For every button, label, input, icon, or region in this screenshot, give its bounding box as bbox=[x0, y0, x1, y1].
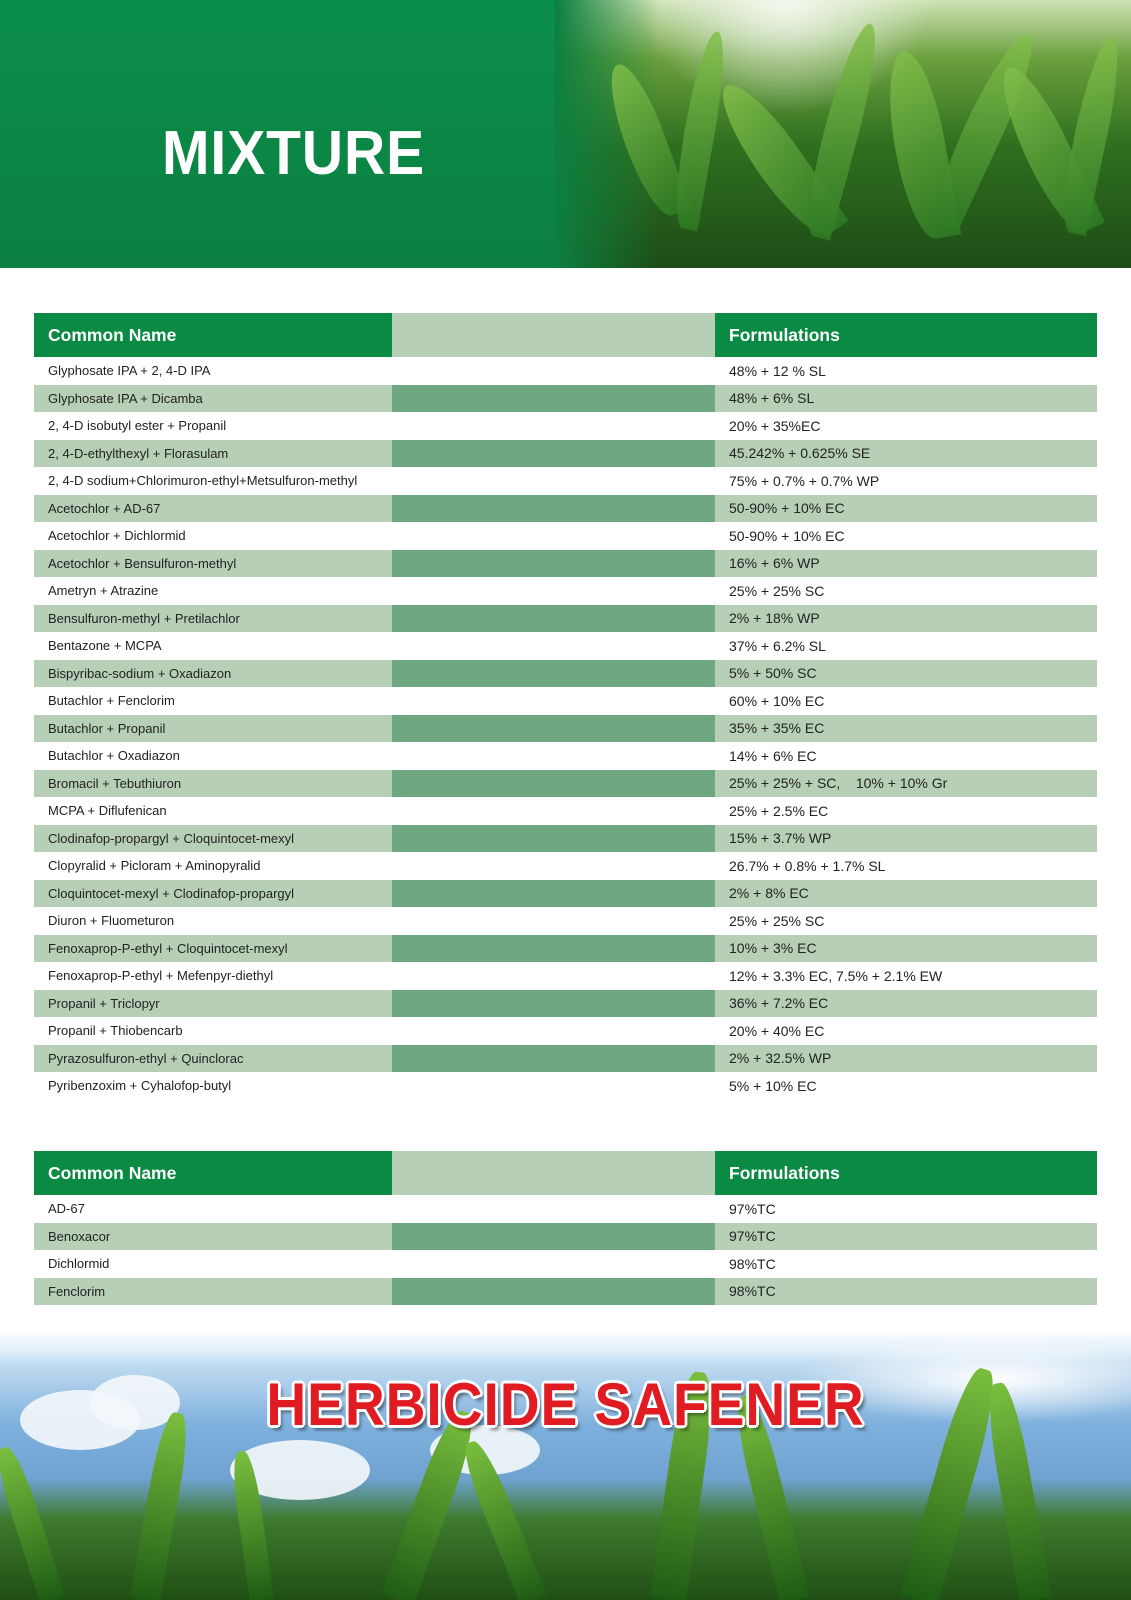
common-name-cell: Glyphosate IPA + 2, 4-D IPA bbox=[48, 363, 211, 379]
spacer-cell bbox=[392, 412, 715, 440]
safener-table bbox=[34, 1151, 1097, 1305]
common-name-cell: Fenclorim bbox=[34, 1278, 392, 1306]
table-row bbox=[34, 770, 1097, 798]
formulation-cell: 25% + 2.5% EC bbox=[729, 802, 829, 819]
common-name-cell: Bentazone + MCPA bbox=[48, 638, 162, 654]
common-name-cell: Fenoxaprop-P-ethyl + Cloquintocet-mexyl bbox=[34, 935, 392, 963]
table-row bbox=[34, 797, 1097, 825]
spacer-cell bbox=[392, 1278, 715, 1306]
spacer-cell bbox=[392, 605, 715, 633]
table-row bbox=[34, 467, 1097, 495]
header-formulations: Formulations bbox=[715, 1151, 1097, 1195]
header-spacer bbox=[392, 313, 715, 357]
formulation-cell: 45.242% + 0.625% SE bbox=[715, 440, 1097, 468]
table-row bbox=[34, 852, 1097, 880]
table-row bbox=[34, 1278, 1097, 1306]
formulation-cell: 98%TC bbox=[729, 1255, 776, 1272]
formulation-cell: 98%TC bbox=[715, 1278, 1097, 1306]
header-banner bbox=[0, 0, 1131, 268]
common-name-cell: Glyphosate IPA + Dicamba bbox=[34, 385, 392, 413]
formulation-cell: 25% + 25% SC bbox=[729, 912, 825, 929]
formulation-cell: 12% + 3.3% EC, 7.5% + 2.1% EW bbox=[729, 967, 943, 984]
table-row bbox=[34, 825, 1097, 853]
formulation-cell: 26.7% + 0.8% + 1.7% SL bbox=[729, 857, 886, 874]
formulation-cell: 16% + 6% WP bbox=[715, 550, 1097, 578]
table-header bbox=[34, 313, 1097, 357]
table-row bbox=[34, 715, 1097, 743]
spacer-cell bbox=[392, 852, 715, 880]
spacer-cell bbox=[392, 577, 715, 605]
formulation-cell: 2% + 8% EC bbox=[715, 880, 1097, 908]
table-row bbox=[34, 1195, 1097, 1223]
spacer-cell bbox=[392, 715, 715, 743]
header-spacer bbox=[392, 1151, 715, 1195]
table-row bbox=[34, 1045, 1097, 1073]
table-row bbox=[34, 632, 1097, 660]
common-name-cell: Dichlormid bbox=[48, 1256, 110, 1272]
common-name-cell: Benoxacor bbox=[34, 1223, 392, 1251]
header-formulations: Formulations bbox=[715, 313, 1097, 357]
table-row bbox=[34, 1017, 1097, 1045]
spacer-cell bbox=[392, 357, 715, 385]
mixture-table bbox=[34, 313, 1097, 1100]
spacer-cell bbox=[392, 990, 715, 1018]
table-row bbox=[34, 605, 1097, 633]
table-row bbox=[34, 440, 1097, 468]
common-name-cell: Butachlor + Propanil bbox=[34, 715, 392, 743]
table-row bbox=[34, 412, 1097, 440]
formulation-cell: 36% + 7.2% EC bbox=[715, 990, 1097, 1018]
table-row bbox=[34, 742, 1097, 770]
footer-banner bbox=[0, 1330, 1131, 1600]
formulation-cell: 75% + 0.7% + 0.7% WP bbox=[729, 472, 880, 489]
formulation-cell: 60% + 10% EC bbox=[729, 692, 825, 709]
spacer-cell bbox=[392, 1250, 715, 1278]
common-name-cell: Clopyralid + Picloram + Aminopyralid bbox=[48, 858, 261, 874]
formulation-cell: 35% + 35% EC bbox=[715, 715, 1097, 743]
table-row bbox=[34, 880, 1097, 908]
common-name-cell: 2, 4-D-ethylthexyl + Florasulam bbox=[34, 440, 392, 468]
spacer-cell bbox=[392, 440, 715, 468]
table-row bbox=[34, 1223, 1097, 1251]
spacer-cell bbox=[392, 1223, 715, 1251]
spacer-cell bbox=[392, 825, 715, 853]
common-name-cell: Fenoxaprop-P-ethyl + Mefenpyr-diethyl bbox=[48, 968, 274, 984]
common-name-cell: 2, 4-D sodium+Chlorimuron-ethyl+Metsulfuron-methyl bbox=[48, 473, 358, 489]
spacer-cell bbox=[392, 770, 715, 798]
formulation-cell: 37% + 6.2% SL bbox=[729, 637, 826, 654]
formulation-cell: 20% + 40% EC bbox=[729, 1022, 825, 1039]
common-name-cell: Pyribenzoxim + Cyhalofop-butyl bbox=[48, 1078, 232, 1094]
spacer-cell bbox=[392, 1017, 715, 1045]
table-row bbox=[34, 660, 1097, 688]
table-row bbox=[34, 962, 1097, 990]
table-row bbox=[34, 550, 1097, 578]
common-name-cell: Ametryn + Atrazine bbox=[48, 583, 159, 599]
formulation-cell: 5% + 50% SC bbox=[715, 660, 1097, 688]
common-name-cell: Bispyribac-sodium + Oxadiazon bbox=[34, 660, 392, 688]
common-name-cell: Acetochlor + Bensulfuron-methyl bbox=[34, 550, 392, 578]
common-name-cell: Bensulfuron-methyl + Pretilachlor bbox=[34, 605, 392, 633]
formulation-cell: 25% + 25% + SC, 10% + 10% Gr bbox=[715, 770, 1097, 798]
table-row bbox=[34, 687, 1097, 715]
common-name-cell: MCPA + Diflufenican bbox=[48, 803, 167, 819]
formulation-cell: 5% + 10% EC bbox=[729, 1077, 817, 1094]
formulation-cell: 50-90% + 10% EC bbox=[715, 495, 1097, 523]
spacer-cell bbox=[392, 742, 715, 770]
spacer-cell bbox=[392, 907, 715, 935]
table-row bbox=[34, 907, 1097, 935]
common-name-cell: Butachlor + Fenclorim bbox=[48, 693, 175, 709]
formulation-cell: 14% + 6% EC bbox=[729, 747, 817, 764]
spacer-cell bbox=[392, 660, 715, 688]
footer-title: HERBICIDE SAFENER bbox=[266, 1371, 865, 1438]
table-body bbox=[34, 357, 1097, 1100]
table-row bbox=[34, 935, 1097, 963]
formulation-cell: 2% + 18% WP bbox=[715, 605, 1097, 633]
formulation-cell: 97%TC bbox=[715, 1223, 1097, 1251]
common-name-cell: Diuron + Fluometuron bbox=[48, 913, 175, 929]
page-title: MIXTURE bbox=[162, 119, 426, 188]
common-name-cell: Acetochlor + Dichlormid bbox=[48, 528, 186, 544]
cornfield-photo bbox=[555, 0, 1131, 268]
spacer-cell bbox=[392, 1072, 715, 1100]
formulation-cell: 97%TC bbox=[729, 1200, 776, 1217]
spacer-cell bbox=[392, 1045, 715, 1073]
formulation-cell: 48% + 12 % SL bbox=[729, 362, 826, 379]
table-row bbox=[34, 522, 1097, 550]
common-name-cell: Propanil + Thiobencarb bbox=[48, 1023, 183, 1039]
spacer-cell bbox=[392, 962, 715, 990]
formulation-cell: 2% + 32.5% WP bbox=[715, 1045, 1097, 1073]
spacer-cell bbox=[392, 687, 715, 715]
common-name-cell: 2, 4-D isobutyl ester + Propanil bbox=[48, 418, 227, 434]
spacer-cell bbox=[392, 522, 715, 550]
table-row bbox=[34, 1250, 1097, 1278]
table-row bbox=[34, 1072, 1097, 1100]
common-name-cell: AD-67 bbox=[48, 1201, 85, 1217]
table-row bbox=[34, 385, 1097, 413]
formulation-cell: 50-90% + 10% EC bbox=[729, 527, 845, 544]
spacer-cell bbox=[392, 467, 715, 495]
common-name-cell: Clodinafop-propargyl + Cloquintocet-mexyl bbox=[34, 825, 392, 853]
common-name-cell: Cloquintocet-mexyl + Clodinafop-propargyl bbox=[34, 880, 392, 908]
table-row bbox=[34, 357, 1097, 385]
formulation-cell: 48% + 6% SL bbox=[715, 385, 1097, 413]
common-name-cell: Pyrazosulfuron-ethyl + Quinclorac bbox=[34, 1045, 392, 1073]
formulation-cell: 15% + 3.7% WP bbox=[715, 825, 1097, 853]
spacer-cell bbox=[392, 550, 715, 578]
header-common-name: Common Name bbox=[34, 313, 392, 357]
header-common-name: Common Name bbox=[34, 1151, 392, 1195]
table-body bbox=[34, 1195, 1097, 1305]
spacer-cell bbox=[392, 935, 715, 963]
formulation-cell: 25% + 25% SC bbox=[729, 582, 825, 599]
table-header bbox=[34, 1151, 1097, 1195]
spacer-cell bbox=[392, 495, 715, 523]
common-name-cell: Propanil + Triclopyr bbox=[34, 990, 392, 1018]
spacer-cell bbox=[392, 1195, 715, 1223]
table-row bbox=[34, 577, 1097, 605]
spacer-cell bbox=[392, 632, 715, 660]
formulation-cell: 10% + 3% EC bbox=[715, 935, 1097, 963]
common-name-cell: Acetochlor + AD-67 bbox=[34, 495, 392, 523]
spacer-cell bbox=[392, 880, 715, 908]
formulation-cell: 20% + 35%EC bbox=[729, 417, 821, 434]
common-name-cell: Bromacil + Tebuthiuron bbox=[34, 770, 392, 798]
common-name-cell: Butachlor + Oxadiazon bbox=[48, 748, 180, 764]
spacer-cell bbox=[392, 385, 715, 413]
table-row bbox=[34, 990, 1097, 1018]
table-row bbox=[34, 495, 1097, 523]
spacer-cell bbox=[392, 797, 715, 825]
